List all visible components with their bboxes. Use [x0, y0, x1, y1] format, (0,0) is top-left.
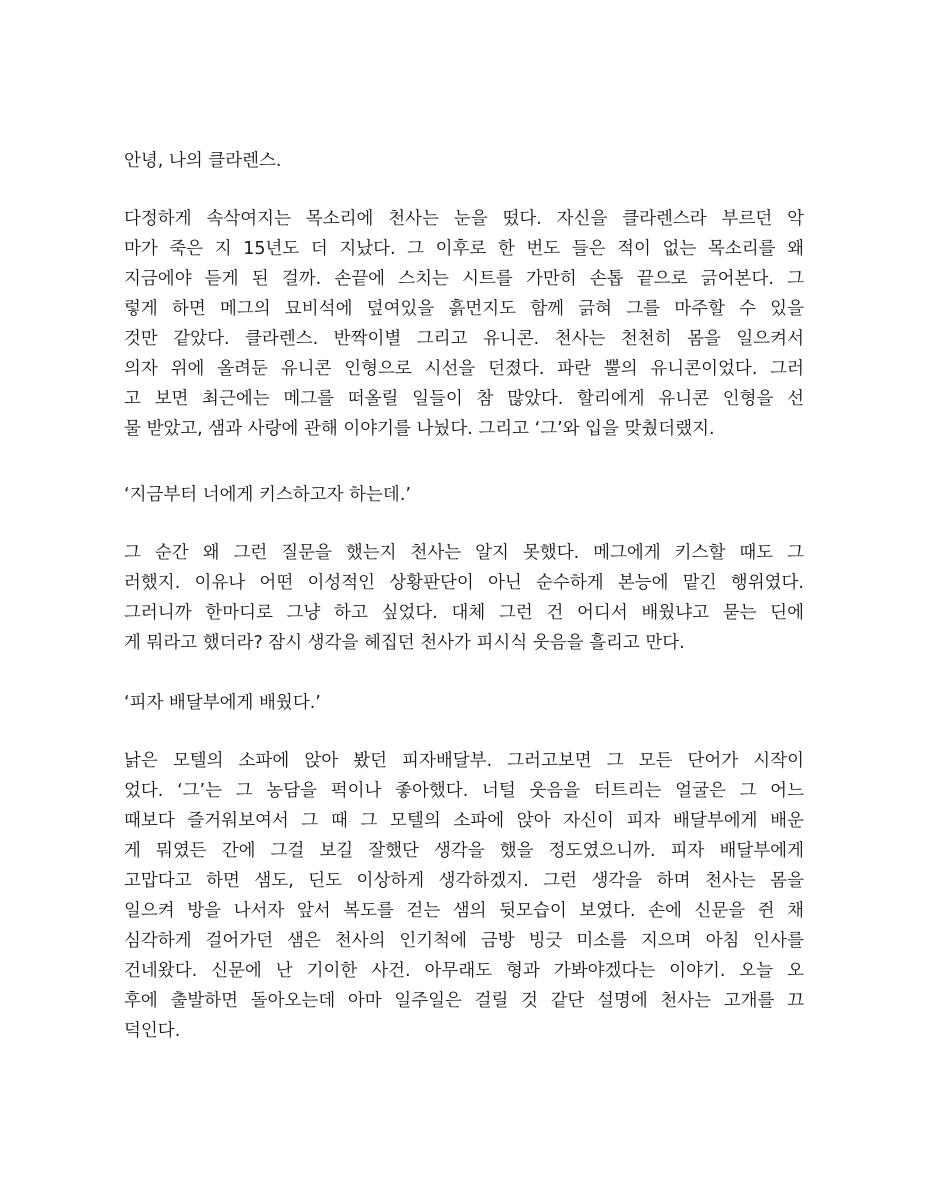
paragraph-motel: [124, 746, 804, 1046]
text-line: 그 순간 왜 그런 질문을 했는지 천사는 알지 못했다. 메그에게 키스할 때도 그: [124, 543, 804, 563]
text-line: 의자 위에 올려둔 유니콘 인형으로 시선을 던졌다. 파란 뿔의 유니콘이었다. 그러: [124, 359, 804, 379]
paragraph-reflection: [124, 538, 804, 658]
text-line: 그러니까 한마디로 그냥 하고 싶었다. 대체 그런 건 어디서 배웠냐고 묻는 딘에: [124, 603, 804, 623]
text-line: 일으켜 방을 나서자 앞서 복도를 걷는 샘의 뒷모습이 보였다. 손에 신문을 쥔 채: [124, 901, 804, 921]
text-line: ‘피자 배달부에게 배웠다.’: [124, 693, 321, 713]
text-line: 게 뭐라고 했더라? 잠시 생각을 헤집던 천사가 피시식 웃음을 흘리고 만다.: [124, 633, 685, 653]
text-line: 물 받았고, 샘과 사랑에 관해 이야기를 나눴다. 그리고 ‘그’와 입을 맞췄더랬지.: [124, 419, 715, 439]
text-line: 러했지. 이유나 어떤 이성적인 상황판단이 아닌 순수하게 본능에 맡긴 행위였다.: [124, 573, 804, 593]
text-line: 고맙다고 하면 샘도, 딘도 이상하게 생각하겠지. 그런 생각을 하며 천사는 몸을: [124, 871, 804, 891]
text-line: 렇게 하면 메그의 묘비석에 덮여있을 흙먼지도 함께 긁혀 그를 마주할 수 있을: [124, 299, 804, 319]
paragraph-awakening: [124, 204, 804, 444]
text-line: 덕인다.: [124, 1021, 181, 1041]
text-line: 게 뭐였든 간에 그걸 보길 잘했단 생각을 했을 정도였으니까. 피자 배달부에게: [124, 841, 804, 861]
text-line: ‘지금부터 너에게 키스하고자 하는데.’: [124, 485, 411, 505]
text-line: 안녕, 나의 클라렌스.: [124, 151, 282, 171]
text-line: 낡은 모텔의 소파에 앉아 봤던 피자배달부. 그러고보면 그 모든 단어가 시작이: [124, 751, 804, 771]
text-line: 고 보면 최근에는 메그를 떠올릴 일들이 참 많았다. 할리에게 유니콘 인형을 선: [124, 389, 804, 409]
text-line: 었다. ‘그’는 그 농담을 퍽이나 좋아했다. 너털 웃음을 터트리는 얼굴은 그 어느: [124, 781, 804, 801]
paragraph-quote-kiss: [124, 480, 804, 510]
text-line: 심각하게 걸어가던 샘은 천사의 인기척에 금방 빙긋 미소를 지으며 아침 인사를: [124, 931, 804, 951]
text-line: 마가 죽은 지 15년도 더 지났다. 그 이후로 한 번도 들은 적이 없는 목소리를 왜: [124, 239, 804, 259]
text-line: 지금에야 듣게 된 걸까. 손끝에 스치는 시트를 가만히 손톱 끝으로 긁어본다. 그: [124, 269, 804, 289]
text-line: 때보다 즐거워보여서 그 때 그 모텔의 소파에 앉아 자신이 피자 배달부에게 배운: [124, 811, 804, 831]
paragraph-quote-pizza: [124, 688, 804, 718]
paragraph-greeting: [124, 146, 804, 176]
text-line: 다정하게 속삭여지는 목소리에 천사는 눈을 떴다. 자신을 클라렌스라 부르던 악: [124, 209, 804, 229]
text-line: 후에 출발하면 돌아오는데 아마 일주일은 걸릴 것 같단 설명에 천사는 고개를 끄: [124, 991, 804, 1011]
text-line: 것만 같았다. 클라렌스. 반짝이별 그리고 유니콘. 천사는 천천히 몸을 일으켜서: [124, 329, 804, 349]
text-line: 건네왔다. 신문에 난 기이한 사건. 아무래도 형과 가봐야겠다는 이야기. 오늘 오: [124, 961, 804, 981]
